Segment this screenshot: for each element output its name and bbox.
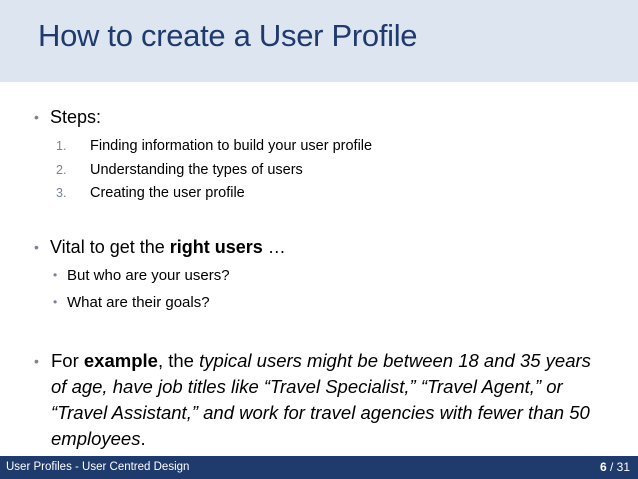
current-page: 6 bbox=[599, 460, 607, 474]
bullet-icon: • bbox=[53, 295, 58, 309]
steps-label: Steps: bbox=[50, 107, 102, 127]
example-paragraph bbox=[51, 348, 611, 452]
bullet-icon: • bbox=[34, 239, 39, 255]
example-italic: typical users might be between 18 and 35 years of age, have job titles like “Travel Specialist,” “Travel Agent,” or “Travel Assistant,” and work for travel agencies with fewer than 50 employees bbox=[51, 350, 591, 449]
slide-footer bbox=[0, 456, 638, 479]
question-text: But who are your users? bbox=[67, 267, 230, 284]
total-pages: 31 bbox=[616, 460, 630, 474]
step-number: 1. bbox=[56, 139, 67, 153]
footer-title: User Profiles - User Centred Design bbox=[6, 461, 190, 473]
step-text: Creating the user profile bbox=[90, 185, 245, 201]
step-text: Understanding the types of users bbox=[90, 162, 303, 178]
step-item bbox=[56, 183, 245, 203]
slide-title: How to create a User Profile bbox=[38, 18, 418, 53]
step-item bbox=[56, 136, 372, 156]
step-item bbox=[56, 160, 303, 180]
vital-post: … bbox=[262, 237, 286, 257]
bullet-icon: • bbox=[53, 268, 58, 282]
page-separator: / bbox=[606, 460, 617, 474]
example-mid: , the bbox=[157, 350, 200, 371]
bullet-icon: • bbox=[34, 109, 39, 125]
vital-bold: right users bbox=[169, 237, 263, 257]
step-number: 3. bbox=[56, 186, 67, 200]
example-post: . bbox=[140, 428, 146, 449]
bullet-icon: • bbox=[34, 353, 39, 369]
sub-bullet bbox=[53, 265, 230, 286]
question-text: What are their goals? bbox=[67, 294, 210, 311]
page-indicator bbox=[600, 460, 630, 474]
bullet-steps bbox=[34, 105, 101, 129]
sub-bullet bbox=[53, 292, 210, 313]
step-text: Finding information to build your user profile bbox=[90, 138, 373, 154]
example-pre: For bbox=[51, 350, 84, 371]
vital-pre: Vital to get the bbox=[50, 237, 170, 257]
vital-text bbox=[50, 235, 286, 259]
slide-header bbox=[0, 0, 638, 82]
step-number: 2. bbox=[56, 163, 67, 177]
example-bold: example bbox=[83, 350, 158, 371]
bullet-vital bbox=[34, 235, 286, 259]
